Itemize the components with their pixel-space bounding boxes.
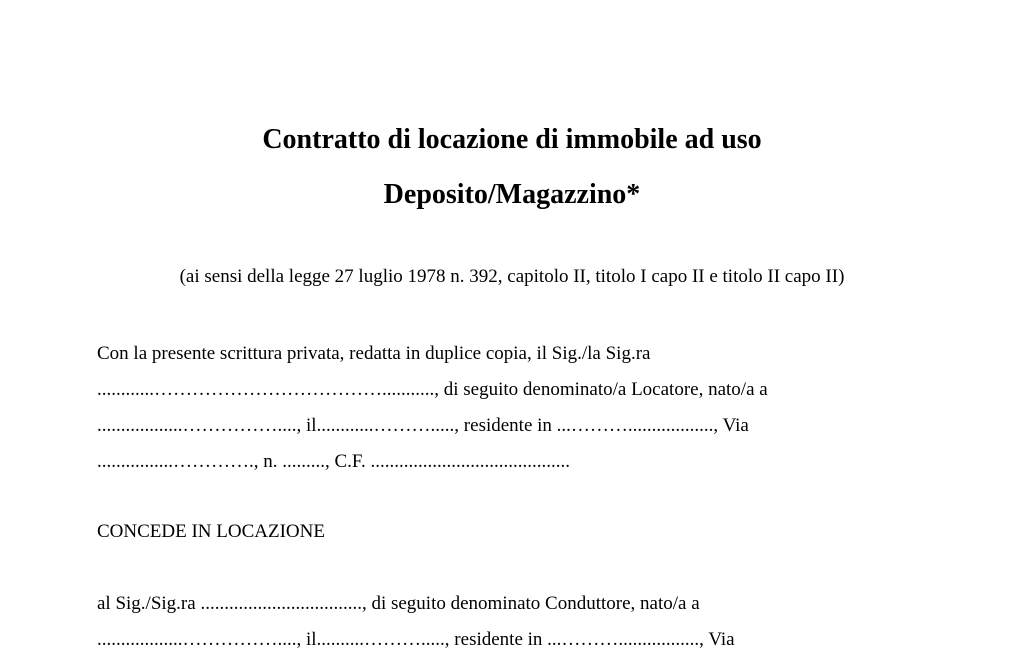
section-heading-concede: CONCEDE IN LOCAZIONE: [97, 521, 325, 542]
paragraph-line: ..................……………...., il..........………....., residente in ...………................., Via: [97, 629, 735, 650]
document-title-line-1: Contratto di locazione di immobile ad uso: [262, 124, 762, 155]
document-title-line-2: Deposito/Magazzino*: [383, 179, 641, 210]
paragraph-line: ..................……………...., il............………....., residente in ...……….................., Via: [97, 415, 749, 436]
paragraph-line: Con la presente scrittura privata, redatta in duplice copia, il Sig./la Sig.ra: [97, 343, 651, 364]
paragraph-line: ............………………………………..........., di seguito denominato/a Locatore, nato/a a: [97, 379, 768, 400]
paragraph-line: al Sig./Sig.ra .................................., di seguito denominato Conduttore, nato/a a: [97, 593, 700, 614]
paragraph-line: ................…………., n. ........., C.F. ..........................................: [97, 451, 570, 472]
document-subtitle: (ai sensi della legge 27 luglio 1978 n. 392, capitolo II, titolo I capo II e titolo II capo II): [179, 266, 845, 287]
